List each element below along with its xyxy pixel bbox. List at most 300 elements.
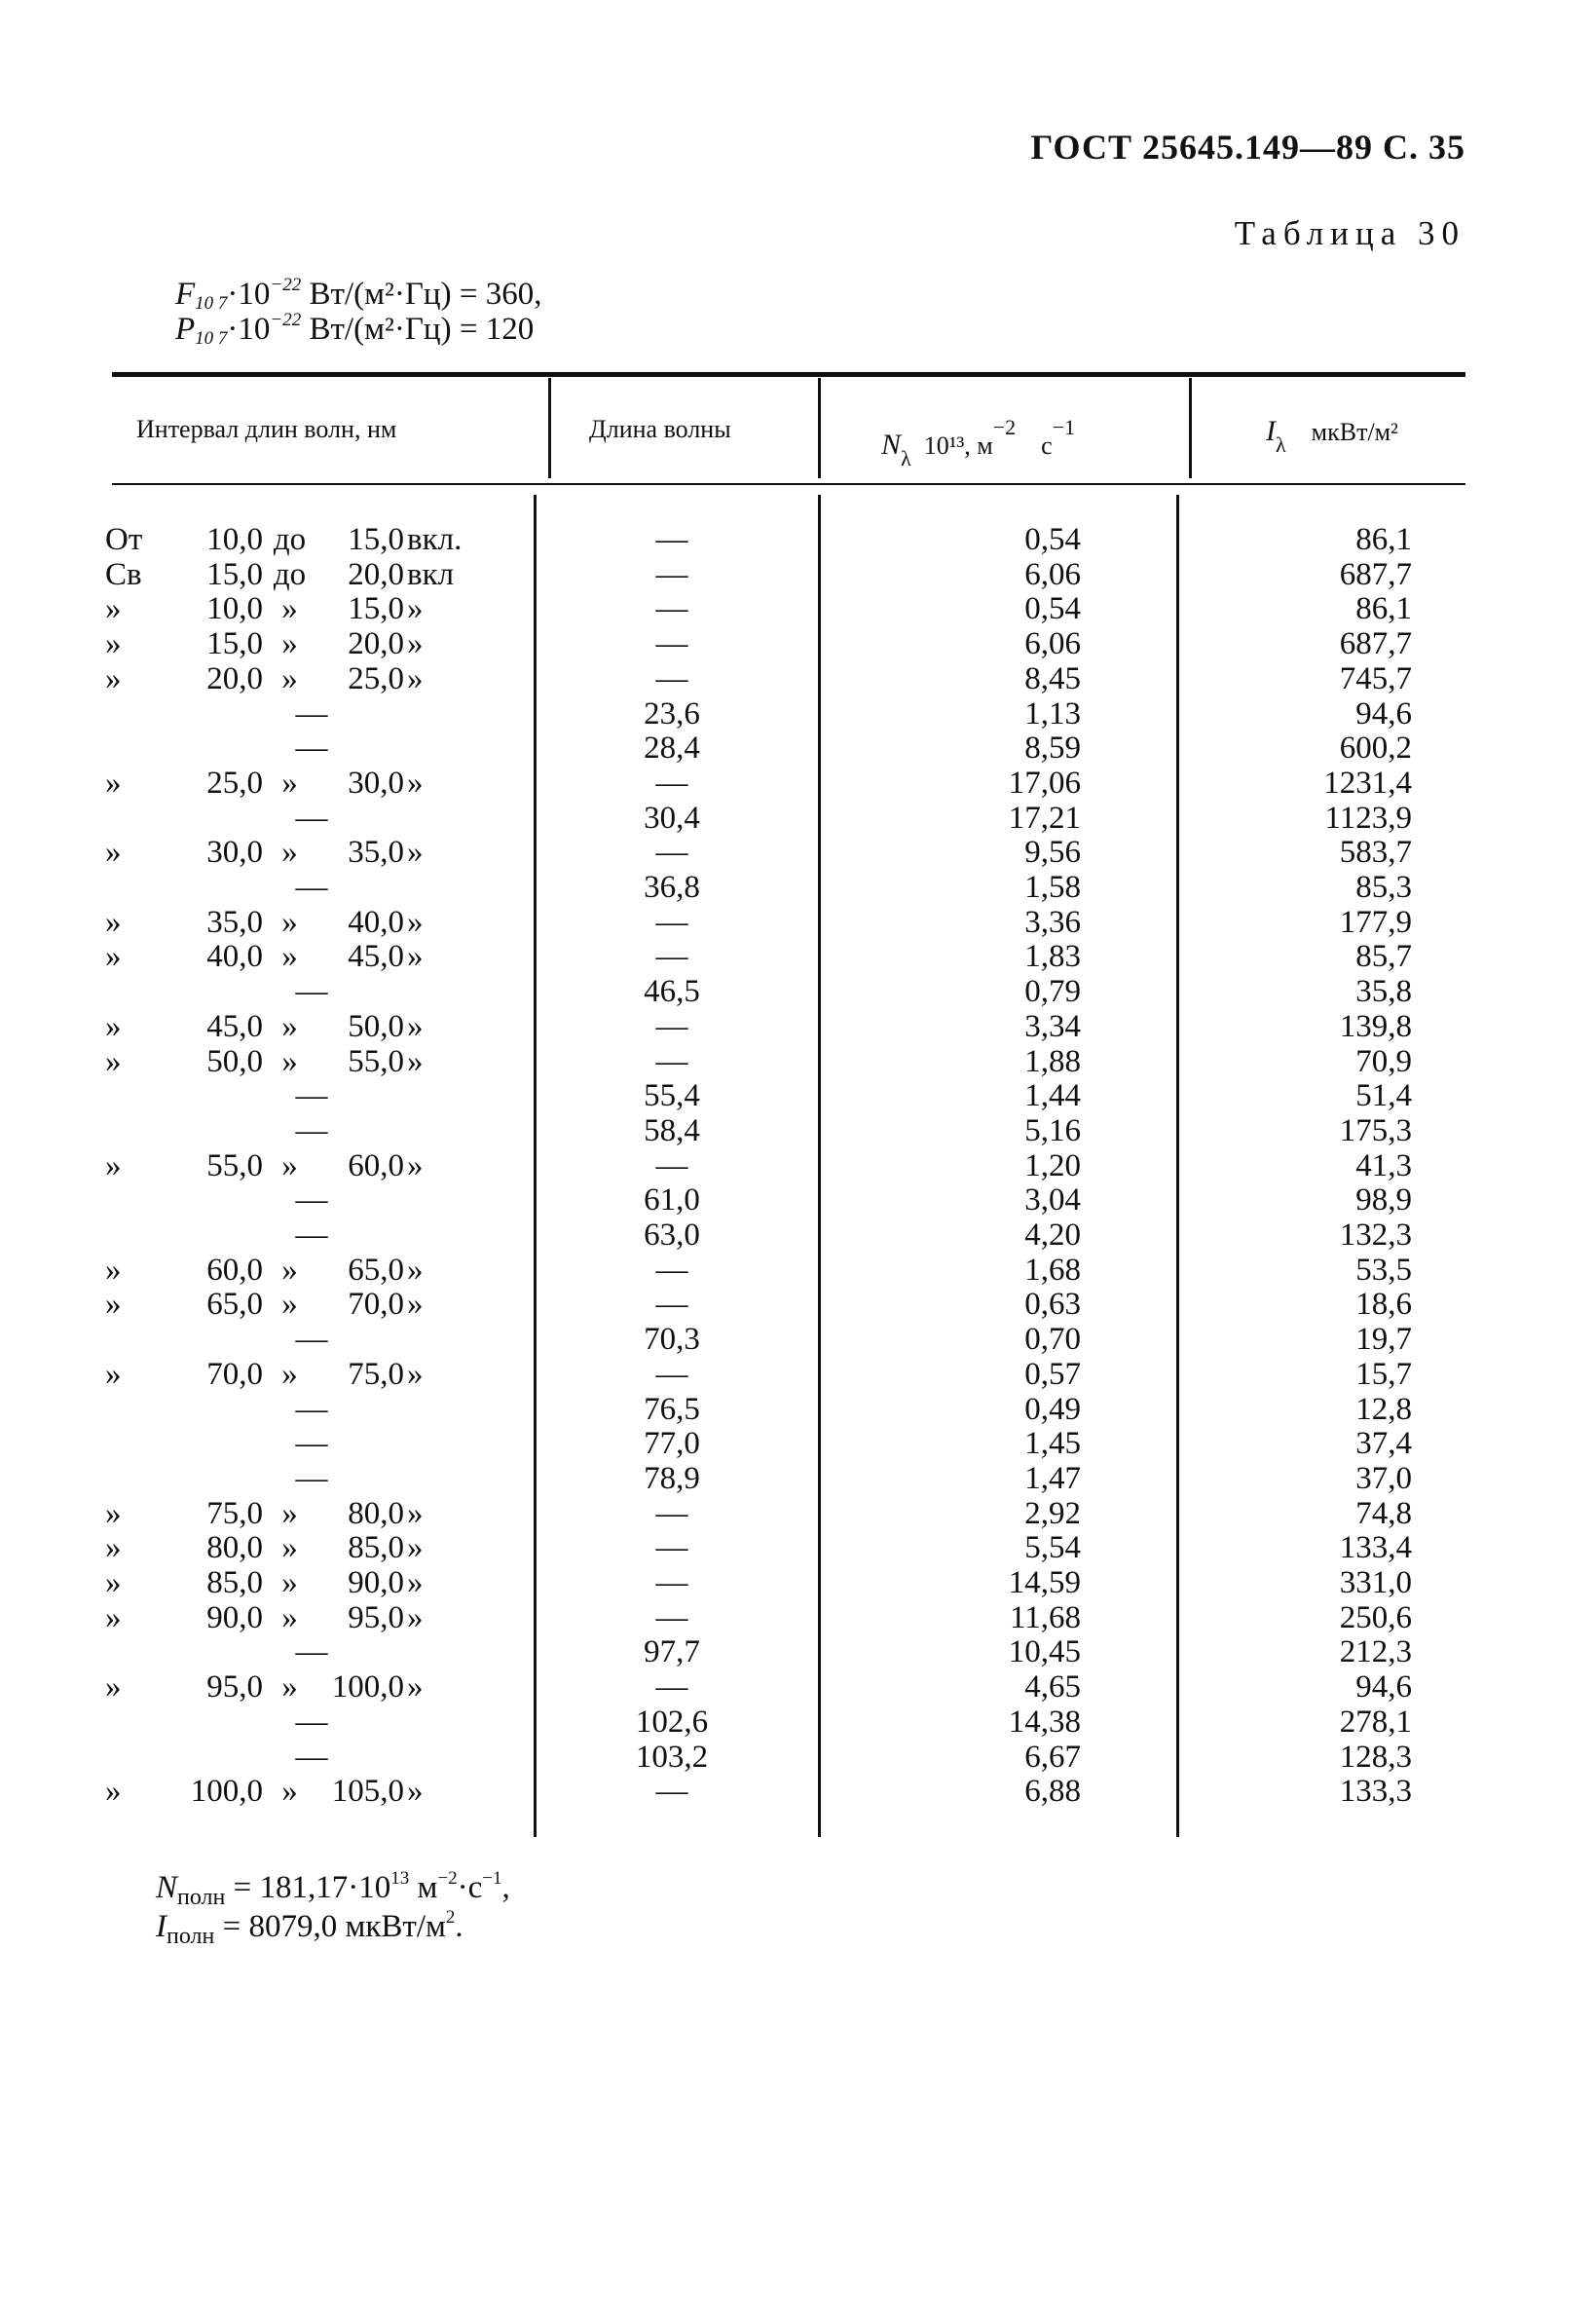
interval-dash: — — [295, 1218, 328, 1253]
intensity-cell: 41,3 — [1355, 1147, 1412, 1183]
table-row — [0, 835, 1594, 870]
interval-dash: — — [295, 695, 328, 731]
interval-from: 30,0 — [206, 835, 263, 871]
interval-from: 40,0 — [206, 939, 263, 975]
intensity-cell: 12,8 — [1355, 1391, 1412, 1427]
interval-from: 15,0 — [206, 626, 263, 662]
header-divider — [1189, 378, 1192, 478]
photon-flux-cell: 8,59 — [1024, 731, 1081, 767]
table-row — [0, 1461, 1594, 1496]
interval-from: 15,0 — [206, 556, 263, 592]
photon-flux-cell: 0,70 — [1024, 1322, 1081, 1358]
interval-dash: — — [295, 1322, 328, 1358]
interval-connector: » — [281, 1774, 298, 1810]
interval-to: 15,0 — [348, 522, 404, 557]
interval-dash: — — [295, 870, 328, 905]
interval-suffix: » — [407, 939, 424, 975]
total-value: = 181,17·10 — [225, 1870, 391, 1905]
interval-from: 100,0 — [190, 1774, 263, 1810]
interval-prefix: » — [105, 904, 122, 940]
wavelength-cell: — — [655, 1008, 688, 1044]
wavelength-cell: 103,2 — [635, 1739, 709, 1775]
interval-connector: » — [281, 1669, 298, 1706]
interval-dash: — — [295, 974, 328, 1010]
photon-flux-cell: 17,06 — [1008, 765, 1081, 801]
interval-prefix: » — [105, 626, 122, 662]
wavelength-cell: — — [655, 1774, 688, 1810]
intensity-cell: 600,2 — [1339, 731, 1412, 767]
table-row — [0, 1218, 1594, 1253]
table-row — [0, 1740, 1594, 1775]
intensity-cell: 35,8 — [1355, 974, 1412, 1010]
formula-subscript: 10 7 — [195, 328, 228, 349]
interval-to: 20,0 — [348, 626, 404, 662]
formula-symbol: F — [175, 277, 196, 312]
interval-connector: » — [281, 591, 298, 627]
interval-prefix: » — [105, 1774, 122, 1810]
intensity-cell: 745,7 — [1339, 660, 1412, 696]
interval-from: 35,0 — [206, 904, 263, 940]
table-row — [0, 1565, 1594, 1600]
wavelength-cell: — — [655, 1669, 688, 1706]
interval-from: 65,0 — [206, 1287, 263, 1323]
interval-to: 60,0 — [348, 1147, 404, 1183]
interval-suffix: » — [407, 1565, 424, 1600]
interval-suffix: » — [407, 1252, 424, 1288]
total-exponent: −1 — [482, 1868, 502, 1889]
column-header-wavelength: Длина волны — [589, 415, 731, 443]
interval-suffix: » — [407, 835, 424, 871]
photon-flux-cell: 4,20 — [1024, 1218, 1081, 1253]
intensity-cell: 133,3 — [1339, 1774, 1412, 1810]
intensity-cell: 139,8 — [1339, 1008, 1412, 1044]
formula-p107 — [175, 310, 534, 350]
interval-dash: — — [295, 1391, 328, 1427]
interval-prefix: Св — [105, 556, 142, 592]
total-symbol: I — [156, 1909, 167, 1944]
interval-suffix: » — [407, 765, 424, 801]
unit-seconds: с — [1041, 431, 1053, 460]
interval-dash: — — [295, 800, 328, 836]
photon-flux-cell: 2,92 — [1024, 1495, 1081, 1531]
interval-to: 15,0 — [348, 591, 404, 627]
interval-to: 95,0 — [348, 1599, 404, 1635]
interval-suffix: » — [407, 591, 424, 627]
total-subscript: полн — [177, 1885, 226, 1910]
wavelength-cell: 102,6 — [635, 1704, 709, 1740]
wavelength-cell: — — [655, 660, 688, 696]
interval-connector: до — [273, 522, 307, 557]
intensity-cell: 70,9 — [1355, 1043, 1412, 1079]
table-row — [0, 905, 1594, 940]
interval-to: 25,0 — [348, 660, 404, 696]
interval-dash: — — [295, 1112, 328, 1148]
interval-suffix: » — [407, 1008, 424, 1044]
wavelength-cell: — — [655, 1565, 688, 1600]
interval-to: 45,0 — [348, 939, 404, 975]
total-end: , — [501, 1870, 510, 1905]
interval-from: 25,0 — [206, 765, 263, 801]
wavelength-cell: — — [655, 1356, 688, 1392]
photon-flux-cell: 6,88 — [1024, 1774, 1081, 1810]
table-row — [0, 1078, 1594, 1113]
intensity-cell: 250,6 — [1339, 1599, 1412, 1635]
interval-connector: » — [281, 660, 298, 696]
interval-from: 10,0 — [206, 591, 263, 627]
photon-flux-cell: 1,45 — [1024, 1426, 1081, 1462]
interval-suffix: вкл. — [407, 522, 463, 557]
total-end: . — [455, 1909, 463, 1944]
interval-prefix: » — [105, 1565, 122, 1600]
interval-dash: — — [295, 1634, 328, 1670]
interval-dash: — — [295, 1078, 328, 1114]
wavelength-cell: 78,9 — [644, 1460, 700, 1496]
interval-to: 100,0 — [331, 1669, 404, 1706]
photon-flux-cell: 1,44 — [1024, 1078, 1081, 1114]
interval-dash: — — [295, 1739, 328, 1775]
photon-flux-cell: 3,04 — [1024, 1182, 1081, 1218]
interval-suffix: » — [407, 660, 424, 696]
photon-flux-cell: 6,06 — [1024, 626, 1081, 662]
wavelength-cell: — — [655, 1252, 688, 1288]
interval-from: 85,0 — [206, 1565, 263, 1600]
lambda-subscript: λ — [901, 446, 911, 470]
interval-connector: » — [281, 1495, 298, 1531]
intensity-cell: 86,1 — [1355, 522, 1412, 557]
table-row — [0, 1322, 1594, 1357]
intensity-cell: 132,3 — [1339, 1218, 1412, 1253]
intensity-cell: 37,4 — [1355, 1426, 1412, 1462]
interval-prefix: » — [105, 1530, 122, 1566]
wavelength-cell: — — [655, 765, 688, 801]
wavelength-cell: — — [655, 1530, 688, 1566]
interval-connector: » — [281, 626, 298, 662]
table-header-rule — [112, 483, 1465, 485]
intensity-cell: 18,6 — [1355, 1287, 1412, 1323]
photon-flux-cell: 6,06 — [1024, 556, 1081, 592]
interval-from: 55,0 — [206, 1147, 263, 1183]
wavelength-cell: 36,8 — [644, 870, 700, 905]
photon-flux-cell: 0,54 — [1024, 591, 1081, 627]
photon-flux-cell: 11,68 — [1009, 1599, 1081, 1635]
interval-prefix: » — [105, 660, 122, 696]
photon-flux-cell: 10,45 — [1008, 1634, 1081, 1670]
interval-to: 55,0 — [348, 1043, 404, 1079]
interval-from: 10,0 — [206, 522, 263, 557]
interval-suffix: » — [407, 1669, 424, 1706]
table-top-rule — [112, 372, 1465, 377]
wavelength-cell: — — [655, 1599, 688, 1635]
intensity-cell: 175,3 — [1339, 1112, 1412, 1148]
photon-flux-cell: 14,59 — [1008, 1565, 1081, 1600]
table-row — [0, 1496, 1594, 1531]
photon-flux-cell: 3,34 — [1024, 1008, 1081, 1044]
column-header-photon-flux — [881, 415, 1075, 471]
photon-flux-cell: 1,58 — [1024, 870, 1081, 905]
total-intensity — [156, 1907, 463, 1950]
wavelength-cell: 58,4 — [644, 1112, 700, 1148]
total-value: = 8079,0 мкВт/м — [214, 1909, 446, 1944]
intensity-cell: 177,9 — [1339, 904, 1412, 940]
photon-flux-cell: 0,49 — [1024, 1391, 1081, 1427]
wavelength-cell: — — [655, 1495, 688, 1531]
photon-flux-cell: 3,36 — [1024, 904, 1081, 940]
formula-exponent: −22 — [270, 310, 302, 330]
interval-to: 90,0 — [348, 1565, 404, 1600]
photon-flux-cell: 5,54 — [1024, 1530, 1081, 1566]
intensity-cell: 278,1 — [1339, 1704, 1412, 1740]
interval-from: 45,0 — [206, 1008, 263, 1044]
intensity-cell: 133,4 — [1339, 1530, 1412, 1566]
interval-to: 105,0 — [331, 1774, 404, 1810]
wavelength-cell: 23,6 — [644, 695, 700, 731]
wavelength-cell: 76,5 — [644, 1391, 700, 1427]
photon-flux-cell: 1,20 — [1024, 1147, 1081, 1183]
interval-suffix: вкл — [407, 556, 455, 592]
total-symbol: N — [156, 1870, 178, 1905]
table-row — [0, 1392, 1594, 1427]
intensity-cell: 19,7 — [1355, 1322, 1412, 1358]
interval-dash: — — [295, 1182, 328, 1218]
table-row — [0, 1774, 1594, 1809]
intensity-cell: 94,6 — [1355, 695, 1412, 731]
table-row — [0, 557, 1594, 592]
wavelength-cell: — — [655, 939, 688, 975]
interval-suffix: » — [407, 1495, 424, 1531]
photon-flux-cell: 17,21 — [1008, 800, 1081, 836]
wavelength-cell: — — [655, 904, 688, 940]
photon-flux-cell: 1,47 — [1024, 1460, 1081, 1496]
header-divider — [818, 378, 821, 478]
interval-suffix: » — [407, 626, 424, 662]
interval-prefix: От — [105, 522, 143, 557]
wavelength-cell: 61,0 — [644, 1182, 700, 1218]
interval-from: 70,0 — [206, 1356, 263, 1392]
photon-flux-cell: 8,45 — [1024, 660, 1081, 696]
interval-dash: — — [295, 1460, 328, 1496]
interval-prefix: » — [105, 1043, 122, 1079]
interval-from: 75,0 — [206, 1495, 263, 1531]
interval-to: 40,0 — [348, 904, 404, 940]
lambda-subscript: λ — [1276, 432, 1286, 457]
total-unit-c: ·с — [457, 1870, 483, 1905]
formula-units: Вт/(м²·Гц) = 120 — [301, 312, 535, 347]
column-header-interval: Интервал длин волн, нм — [136, 415, 397, 443]
wavelength-cell: — — [655, 1287, 688, 1323]
interval-to: 30,0 — [348, 765, 404, 801]
table-row — [0, 1530, 1594, 1565]
table-row — [0, 626, 1594, 661]
interval-prefix: » — [105, 939, 122, 975]
table-row — [0, 661, 1594, 696]
intensity-cell: 94,6 — [1355, 1669, 1412, 1706]
intensity-cell: 98,9 — [1355, 1182, 1412, 1218]
photon-flux-cell: 1,88 — [1024, 1043, 1081, 1079]
wavelength-cell: 70,3 — [644, 1322, 700, 1358]
total-subscript: полн — [167, 1924, 215, 1949]
table-row — [0, 1113, 1594, 1148]
interval-connector: » — [281, 765, 298, 801]
table-row — [0, 1634, 1594, 1669]
photon-flux-cell: 1,13 — [1024, 695, 1081, 731]
interval-prefix: » — [105, 1669, 122, 1706]
photon-flux-cell: 14,38 — [1008, 1704, 1081, 1740]
table-row — [0, 591, 1594, 626]
interval-to: 50,0 — [348, 1008, 404, 1044]
interval-connector: » — [281, 939, 298, 975]
table-row — [0, 1357, 1594, 1392]
total-photon-flux — [156, 1868, 510, 1911]
formula-subscript: 10 7 — [195, 293, 228, 314]
intensity-cell: 37,0 — [1355, 1460, 1412, 1496]
interval-prefix: » — [105, 591, 122, 627]
interval-dash: — — [295, 1704, 328, 1740]
interval-suffix: » — [407, 1356, 424, 1392]
intensity-cell: 53,5 — [1355, 1252, 1412, 1288]
interval-prefix: » — [105, 765, 122, 801]
photon-flux-cell: 1,83 — [1024, 939, 1081, 975]
table-row — [0, 1009, 1594, 1044]
intensity-cell: 1231,4 — [1323, 765, 1412, 801]
interval-suffix: » — [407, 1287, 424, 1323]
interval-from: 50,0 — [206, 1043, 263, 1079]
interval-connector: » — [281, 1252, 298, 1288]
intensity-cell: 331,0 — [1339, 1565, 1412, 1600]
interval-connector: » — [281, 1530, 298, 1566]
interval-from: 80,0 — [206, 1530, 263, 1566]
photon-flux-cell: 5,16 — [1024, 1112, 1081, 1148]
table-row — [0, 766, 1594, 801]
interval-prefix: » — [105, 1252, 122, 1288]
interval-connector: » — [281, 1356, 298, 1392]
column-header-intensity — [1266, 415, 1398, 458]
total-unit-m: м — [409, 1870, 438, 1905]
unit-exponent: −2 — [992, 415, 1017, 439]
intensity-cell: 583,7 — [1339, 835, 1412, 871]
formula-exponent: −22 — [270, 275, 302, 295]
interval-connector: » — [281, 835, 298, 871]
wavelength-cell: — — [655, 1147, 688, 1183]
table-row — [0, 1426, 1594, 1461]
wavelength-cell: — — [655, 1043, 688, 1079]
wavelength-cell: — — [655, 591, 688, 627]
intensity-cell: 687,7 — [1339, 556, 1412, 592]
table-row — [0, 1148, 1594, 1183]
interval-connector: » — [281, 1287, 298, 1323]
interval-suffix: » — [407, 1774, 424, 1810]
intensity-cell: 86,1 — [1355, 591, 1412, 627]
intensity-cell: 74,8 — [1355, 1495, 1412, 1531]
formula-f107 — [175, 275, 541, 315]
interval-to: 65,0 — [348, 1252, 404, 1288]
interval-dash: — — [295, 1426, 328, 1462]
photon-flux-cell: 0,57 — [1024, 1356, 1081, 1392]
table-row — [0, 801, 1594, 836]
interval-to: 20,0 — [348, 556, 404, 592]
formula-units: Вт/(м²·Гц) = 360, — [301, 277, 542, 312]
formula-multiplier: ·10 — [227, 277, 271, 312]
interval-connector: » — [281, 1147, 298, 1183]
wavelength-cell: 28,4 — [644, 731, 700, 767]
header-divider — [548, 378, 551, 478]
interval-prefix: » — [105, 1287, 122, 1323]
interval-to: 35,0 — [348, 835, 404, 871]
intensity-cell: 128,3 — [1339, 1739, 1412, 1775]
interval-connector: до — [273, 556, 307, 592]
photon-flux-cell: 0,79 — [1024, 974, 1081, 1010]
interval-connector: » — [281, 1599, 298, 1635]
interval-to: 85,0 — [348, 1530, 404, 1566]
wavelength-cell: — — [655, 626, 688, 662]
table-row — [0, 1044, 1594, 1079]
formula-symbol: P — [175, 312, 196, 347]
document-reference: ГОСТ 25645.149—89 С. 35 — [1030, 128, 1465, 167]
interval-prefix: » — [105, 1599, 122, 1635]
interval-connector: » — [281, 1565, 298, 1600]
interval-from: 60,0 — [206, 1252, 263, 1288]
photon-flux-symbol: N — [881, 429, 902, 461]
interval-suffix: » — [407, 1530, 424, 1566]
wavelength-cell: 55,4 — [644, 1078, 700, 1114]
formula-multiplier: ·10 — [227, 312, 271, 347]
table-row — [0, 1669, 1594, 1705]
table-row — [0, 1253, 1594, 1288]
table-row — [0, 974, 1594, 1009]
table-row — [0, 939, 1594, 974]
interval-from: 95,0 — [206, 1669, 263, 1706]
photon-flux-units: 10¹³, м — [923, 431, 993, 460]
interval-suffix: » — [407, 1147, 424, 1183]
total-exponent: −2 — [437, 1868, 458, 1889]
photon-flux-cell: 1,68 — [1024, 1252, 1081, 1288]
intensity-symbol: I — [1266, 415, 1276, 447]
table-row — [0, 1705, 1594, 1740]
interval-connector: » — [281, 1043, 298, 1079]
interval-suffix: » — [407, 904, 424, 940]
intensity-cell: 1123,9 — [1324, 800, 1412, 836]
interval-suffix: » — [407, 1599, 424, 1635]
photon-flux-cell: 6,67 — [1024, 1739, 1081, 1775]
table-row — [0, 1600, 1594, 1635]
interval-prefix: » — [105, 835, 122, 871]
wavelength-cell: 46,5 — [644, 974, 700, 1010]
table-title: Таблица 30 — [1234, 214, 1465, 252]
interval-suffix: » — [407, 1043, 424, 1079]
interval-prefix: » — [105, 1147, 122, 1183]
intensity-units: мкВт/м² — [1311, 418, 1398, 446]
wavelength-cell: — — [655, 556, 688, 592]
table-row — [0, 1287, 1594, 1322]
wavelength-cell: 30,4 — [644, 800, 700, 836]
interval-prefix: » — [105, 1356, 122, 1392]
intensity-cell: 85,3 — [1355, 870, 1412, 905]
intensity-cell: 212,3 — [1339, 1634, 1412, 1670]
wavelength-cell: 97,7 — [644, 1634, 700, 1670]
interval-to: 70,0 — [348, 1287, 404, 1323]
total-exponent: 13 — [390, 1868, 410, 1889]
interval-to: 75,0 — [348, 1356, 404, 1392]
photon-flux-cell: 4,65 — [1024, 1669, 1081, 1706]
interval-prefix: » — [105, 1495, 122, 1531]
photon-flux-cell: 0,63 — [1024, 1287, 1081, 1323]
wavelength-cell: — — [655, 522, 688, 557]
interval-dash: — — [295, 731, 328, 767]
photon-flux-cell: 9,56 — [1024, 835, 1081, 871]
table-row — [0, 731, 1594, 766]
wavelength-cell: — — [655, 835, 688, 871]
total-exponent: 2 — [445, 1907, 456, 1928]
table-row — [0, 696, 1594, 731]
